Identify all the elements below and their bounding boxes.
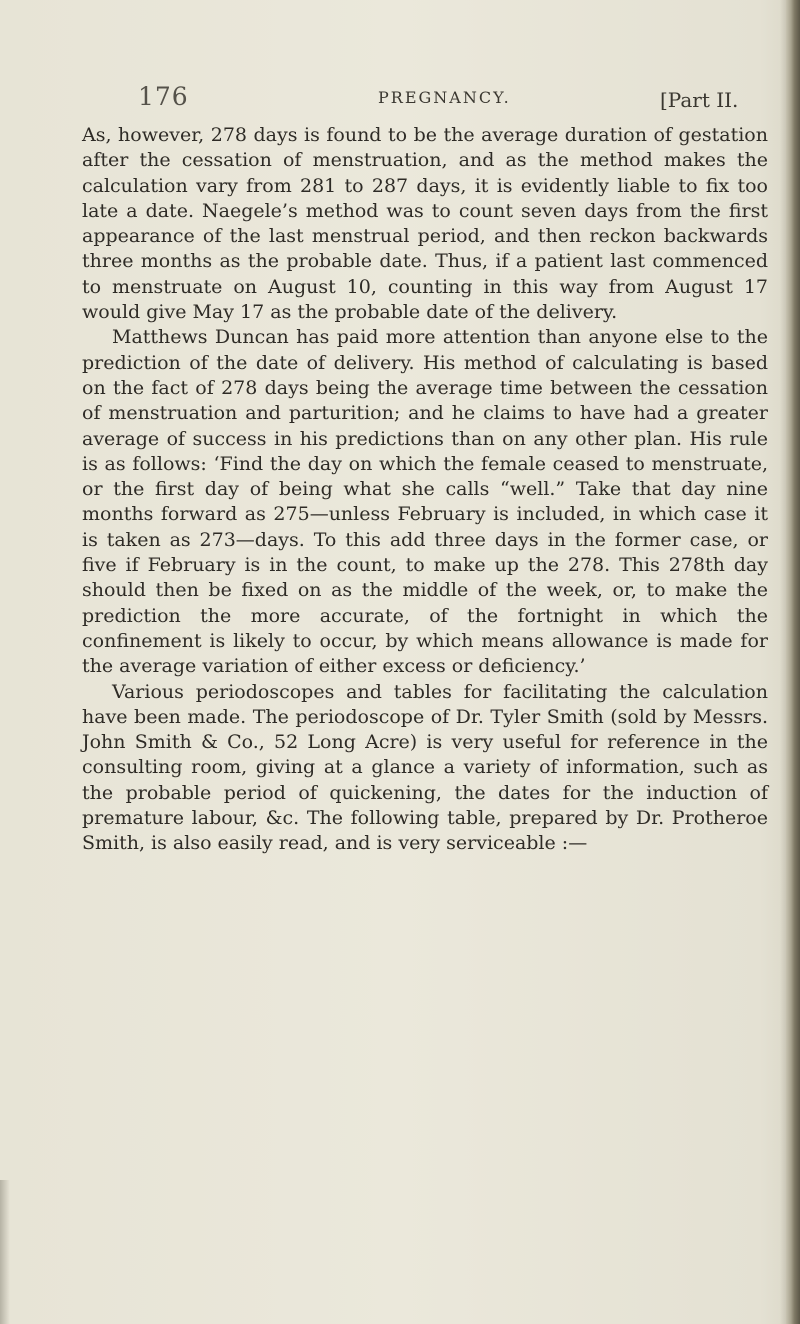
page-number: 176 (138, 82, 189, 111)
running-title: PREGNANCY. (378, 88, 511, 107)
page-edge (786, 0, 800, 1324)
margin-shadow (0, 1180, 10, 1324)
paragraph: Various periodoscopes and tables for facilitating the calculation have been made. The periodoscope of Dr. Tyler Smith (sold by Messrs. John Smith & Co., 52 Long Acre) is very useful for reference in the consulting room, giving at a glance a variety of information, such as the probable period of quickening, the dates for the induction of premature labour, &c. The following table, prepared by Dr. Protheroe Smith, is also easily read, and is very serviceable :— (82, 680, 768, 855)
paragraph: Matthews Duncan has paid more attention than anyone else to the prediction of the date of delivery. His method of calculating is based on the fact of 278 days being the average time between the cessation of menstruation and parturition; and he claims to have had a greater average of success in his predictions than on any other plan. His rule is as follows: ‘Find the day on which the female ceased to menstruate, or the first day of being what she calls “well.” Take that day nine months forward as 275—unless February is included, in which case it is taken as 273—days. To this add three days in the former case, or five if February is in the count, to make up the 278. This 278th day should then be fixed on as the middle of the week, or, to make the prediction the more accurate, of the fortnight in which the confinement is likely to occur, by which means allowance is made for the average variation of either excess or deficiency.’ (82, 326, 768, 678)
body-text (82, 123, 768, 857)
running-head (138, 82, 770, 116)
paragraph: As, however, 278 days is found to be the average duration of gestation after the cessation of menstruation, and as the method makes the calculation vary from 281 to 287 days, it is evidently liable to fix too late a date. Naegele’s method was to count seven days from the first appearance of the last menstrual period, and then reckon backwards three months as the probable date. Thus, if a patient last commenced to menstruate on August 10, counting in this way from August 17 would give May 17 as the probable date of the delivery. (82, 124, 768, 324)
part-label: [Part II. (660, 88, 739, 112)
